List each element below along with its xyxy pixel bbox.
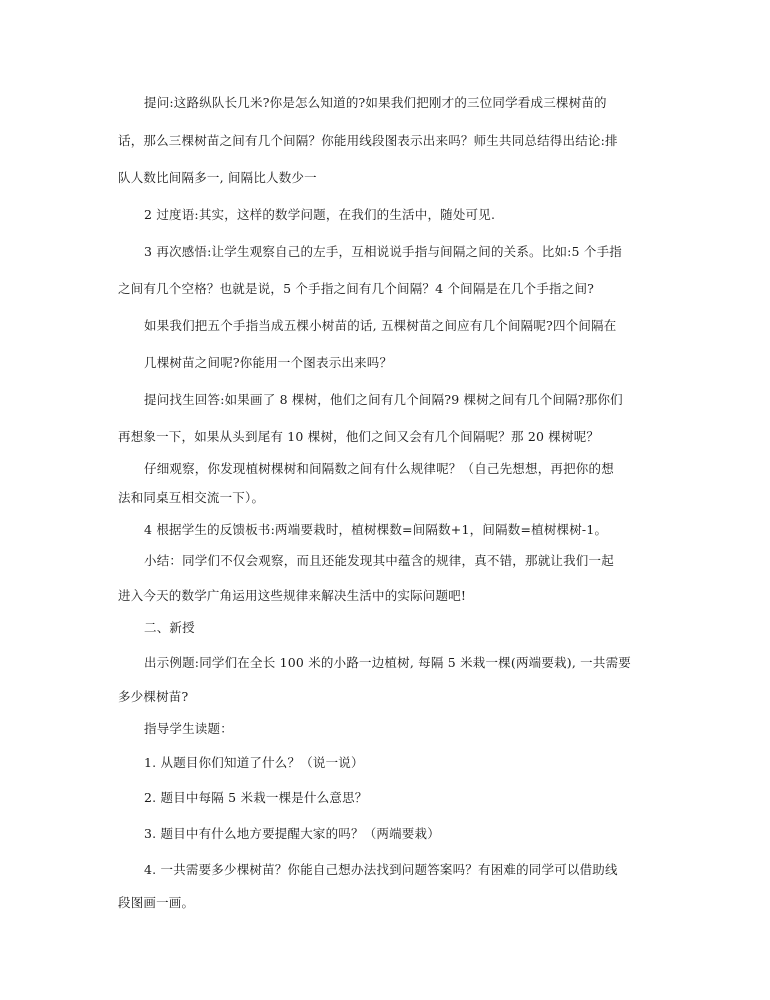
list-item-4-line-2: 段图画一画。 (118, 895, 195, 910)
section-heading-new-lesson: 二、新授 (144, 620, 195, 635)
paragraph-answer-line-1: 提问找生回答:如果画了 8 棵树，他们之间有几个间隔?9 棵树之间有几个间隔?那你们 (144, 392, 623, 407)
list-item-3: 3. 题目中有什么地方要提醒大家的吗？（两端要栽） (144, 826, 440, 841)
list-item-2: 2. 题目中每隔 5 米栽一棵是什么意思？ (144, 790, 368, 805)
paragraph-summary-line-2: 进入今天的数学广角运用这些规律来解决生活中的实际问题吧! (118, 588, 467, 603)
paragraph-analogy-line-2: 几棵树苗之间呢?你能用一个图表示出来吗？ (144, 355, 393, 370)
paragraph-example-line-1: 出示例题:同学们在全长 100 米的小路一边植树, 每隔 5 米栽一棵(两端要栽), 一共需要 (144, 655, 631, 670)
list-item-1: 1. 从题目你们知道了什么？（说一说） (144, 755, 364, 770)
paragraph-observe-line-2: 法和同桌互相交流一下）。 (118, 490, 265, 505)
paragraph-analogy-line-1: 如果我们把五个手指当成五棵小树苗的话, 五棵树苗之间应有几个间隔呢?四个间隔在 (144, 318, 617, 333)
paragraph-guide-reading: 指导学生读题： (144, 721, 233, 736)
paragraph-board-notes: 4 根据学生的反馈板书:两端要栽时，植树棵数=间隔数+1，间隔数=植树棵树-1。 (144, 522, 608, 537)
paragraph-transition: 2 过度语:其实，这样的数学问题，在我们的生活中，随处可见. (144, 207, 496, 222)
paragraph-example-line-2: 多少棵树苗? (118, 689, 189, 704)
paragraph-summary-line-1: 小结：同学们不仅会观察，而且还能发现其中蕴含的规律，真不错，那就让我们一起 (144, 553, 614, 568)
paragraph-observe-line-1: 仔细观察，你发现植树棵树和间隔数之间有什么规律呢？（自己先想想，再把你的想 (144, 461, 614, 476)
paragraph-perception-line-1: 3 再次感悟:让学生观察自己的左手，互相说说手指与间隔之间的关系。比如:5 个手指 (144, 244, 622, 259)
paragraph-question-line-3: 队人数比间隔多一, 间隔比人数少一 (118, 170, 317, 185)
paragraph-question-line-1: 提问:这路纵队长几米?你是怎么知道的?如果我们把刚才的三位同学看成三棵树苗的 (144, 95, 607, 110)
paragraph-answer-line-2: 再想象一下，如果从头到尾有 10 棵树，他们之间又会有几个间隔呢？那 20 棵树呢？ (118, 429, 600, 444)
paragraph-perception-line-2: 之间有几个空格？也就是说，5 个手指之间有几个间隔？4 个间隔是在几个手指之间? (118, 281, 595, 296)
list-item-4-line-1: 4. 一共需要多少棵树苗？你能自己想办法找到问题答案吗？有困难的同学可以借助线 (144, 862, 618, 877)
paragraph-question-line-2: 话，那么三棵树苗之间有几个间隔？你能用线段图表示出来吗？师生共同总结得出结论:排 (118, 133, 618, 148)
